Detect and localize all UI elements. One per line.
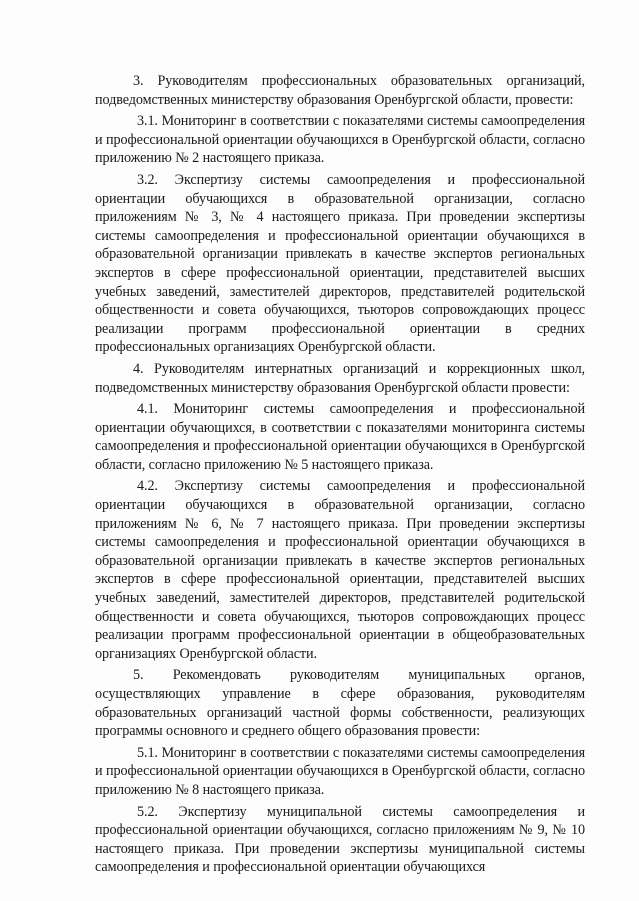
paragraph-4-2: 4.2. Экспертизу системы самоопределения и профессиональной ориентации обучающихся в образовательной организации, согласно приложениям № 6, № 7 настоящего приказа. При проведении экспертизы системы самоопределения и профессиональной ориентации обучающихся в образовательной организации привлекать в качестве экспертов региональных экспертов в сфере профессиональной ориентации, представителей высших учебных заведений, заместителей директоров, представителей родительской общественности и совета обучающихся, тьюторов сопровождающих процесс реализации программ профессиональной ориентации в общеобразовательных организациях Оренбургской области. bbox=[95, 478, 585, 662]
paragraph-4-1: 4.1. Мониторинг системы самоопределения и профессиональной ориентации обучающихся, в соответствии с показателями мониторинга системы самоопределения и профессиональной ориентации обучающихся в Оренбургской области, согласно приложению № 5 настоящего приказа. bbox=[95, 401, 585, 473]
paragraph-4: 4. Руководителям интернатных организаций и коррекционных школ, подведомственных министерству образования Оренбургской области провести: bbox=[95, 360, 585, 396]
paragraph-5: 5. Рекомендовать руководителям муниципальных органов, осуществляющих управление в сфере образования, руководителям образовательных организаций частной формы собственности, реализующих программы основного и среднего общего образования провести: bbox=[95, 667, 585, 740]
paragraph-3: 3. Руководителям профессиональных образовательных организаций, подведомственных министерству образования Оренбургской области, провести: bbox=[95, 73, 585, 108]
paragraph-3-1: 3.1. Мониторинг в соответствии с показателями системы самоопределения и профессиональной ориентации обучающихся в Оренбургской области, согласно приложению № 2 настоящего приказа. bbox=[95, 113, 585, 167]
paragraph-3-2: 3.2. Экспертизу системы самоопределения и профессиональной ориентации обучающихся в образовательной организации, согласно приложениям № 3, № 4 настоящего приказа. При проведении экспертизы системы самоопределения и профессиональной ориентации обучающихся в образовательной организации привлекать в качестве экспертов региональных экспертов в сфере профессиональной ориентации, представителей высших учебных заведений, заместителей директоров, представителей родительской общественности и совета обучающихся, тьюторов сопровождающих процесс реализации программ профессиональной ориентации в средних профессиональных организациях Оренбургской области. bbox=[95, 171, 585, 356]
document-body bbox=[95, 72, 585, 877]
paragraph-5-1: 5.1. Мониторинг в соответствии с показателями системы самоопределения и профессиональной ориентации обучающихся в Оренбургской области, согласно приложению № 8 настоящего приказа. bbox=[95, 744, 585, 798]
paragraph-5-2: 5.2. Экспертизу муниципальной системы самоопределения и профессиональной ориентации обучающихся, согласно приложениям № 9, № 10 настоящего приказа. При проведении экспертизы муниципальной системы самоопределения и профессиональной ориентации обучающихся bbox=[95, 803, 585, 876]
